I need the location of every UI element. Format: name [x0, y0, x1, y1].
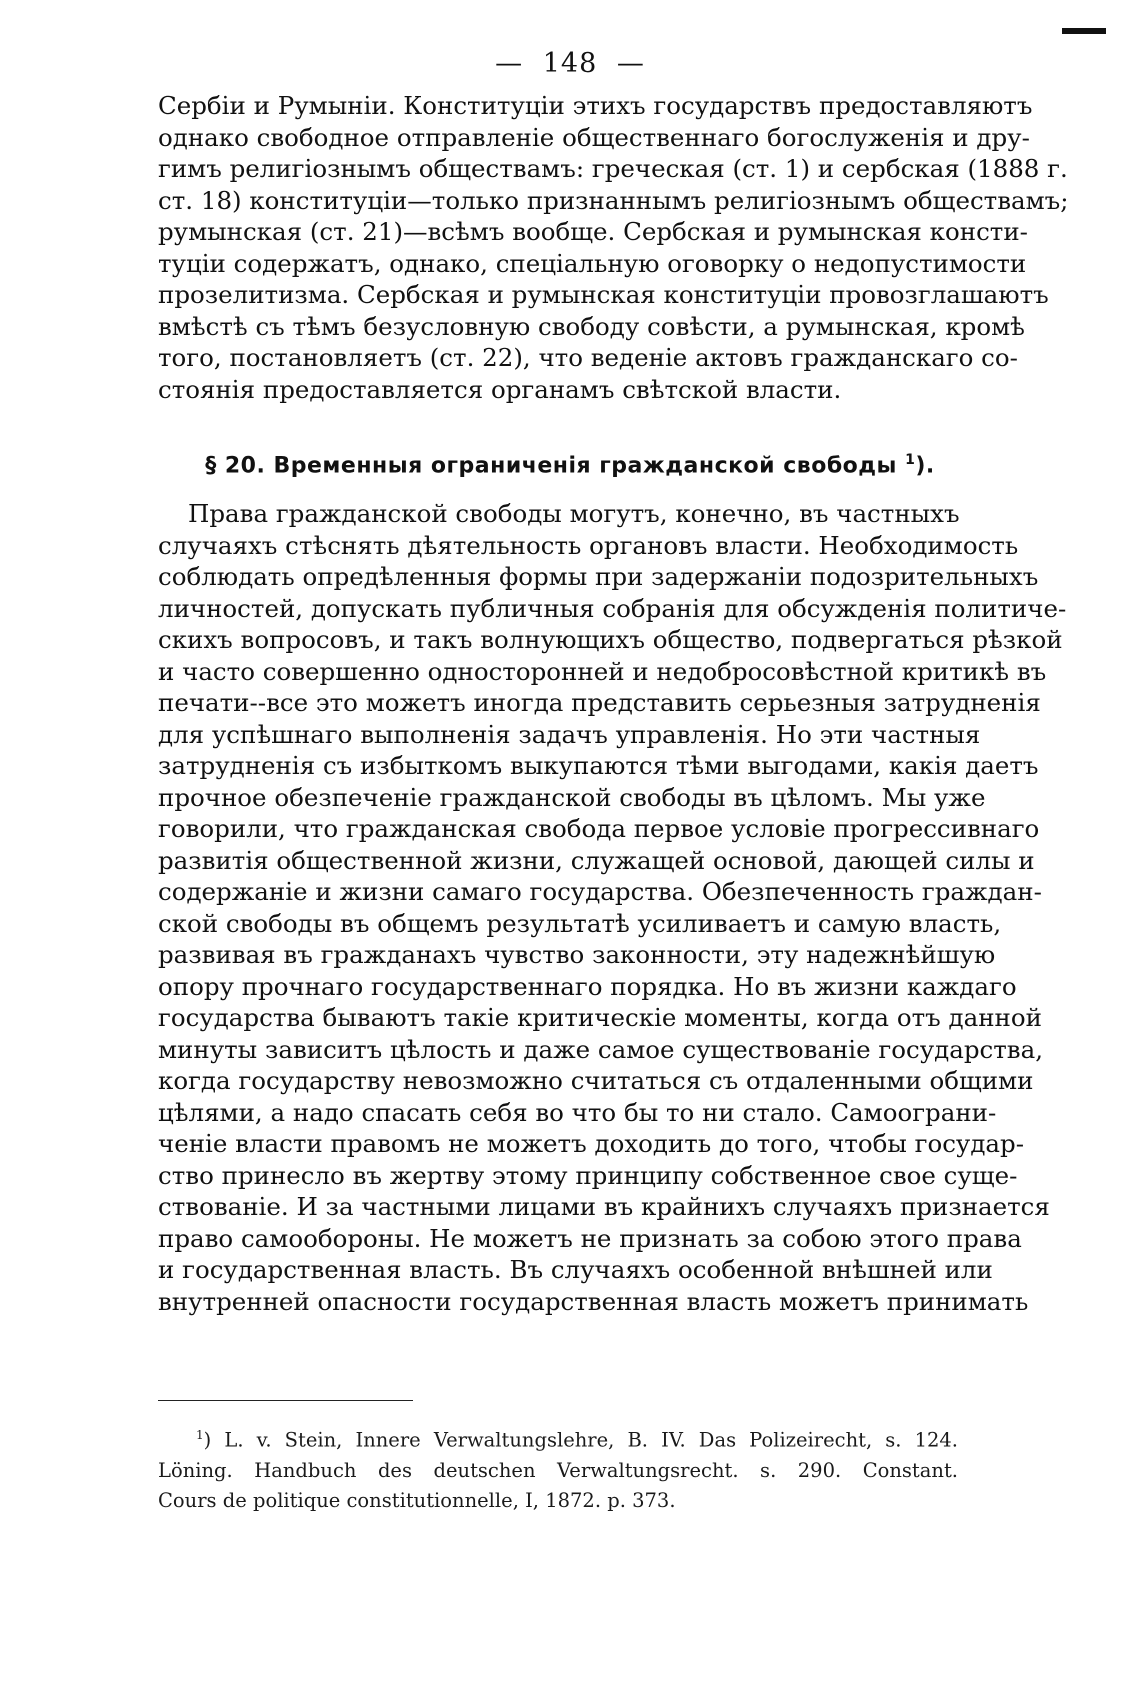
text-line: когда государству невозможно считаться съ отдаленными общими	[158, 1066, 1034, 1095]
text-line: Сербіи и Румыніи. Конституціи этихъ государствъ предоставляютъ	[158, 91, 1033, 120]
footnote-line: Cours de politique constitutionnelle, I, 1872. p. 373.	[158, 1488, 676, 1512]
text-line: право самообороны. Не можетъ не признать за собою этого права	[158, 1223, 1022, 1253]
footnote-line: Löning. Handbuch des deutschen Verwaltungsrecht. s. 290. Constant.	[158, 1458, 958, 1482]
text-line: прозелитизма. Сербская и румынская конституціи провозглашаютъ	[158, 280, 1049, 309]
text-line: опору прочнаго государственнаго порядка. Но въ жизни каждаго	[158, 971, 1017, 1001]
text-line: государства бываютъ такіе критическіе моменты, когда отъ данной	[158, 1003, 1042, 1032]
text-line: для успѣшнаго выполненія задачъ управленія. Но эти частныя	[158, 719, 981, 749]
text-line: минуты зависитъ цѣлость и даже самое существованіе государства,	[158, 1034, 1043, 1064]
section-heading-suffix: ).	[915, 453, 935, 479]
page-number-dash-left: —	[495, 48, 524, 79]
text-line: развитія общественной жизни, служащей основой, дающей силы и	[158, 845, 1035, 875]
top-paragraph	[158, 90, 1069, 405]
footnote-marker: 1	[196, 1428, 204, 1442]
text-line: ствованіе. И за частными лицами въ крайнихъ случаяхъ признается	[158, 1192, 1050, 1221]
page-number-dash-right: —	[616, 48, 645, 79]
text-line: ст. 18) конституціи—только признаннымъ религіознымъ обществамъ;	[158, 185, 1069, 215]
text-line: ство принесло въ жертву этому принципу собственное свое суще-	[158, 1160, 1018, 1190]
page-number: 148	[542, 48, 598, 79]
main-paragraph	[158, 498, 1067, 1317]
footnotes	[158, 1420, 958, 1516]
text-line: личностей, допускать публичныя собранія для обсужденія политиче-	[158, 593, 1067, 623]
section-heading-text: § 20. Временныя ограниченія гражданской свободы	[205, 453, 897, 479]
text-line: Права гражданской свободы могутъ, конечно, въ частныхъ	[188, 499, 960, 528]
text-line: туціи содержатъ, однако, спеціальную оговорку о недопустимости	[158, 248, 1027, 278]
text-line: того, постановляетъ (ст. 22), что веденіе актовъ гражданскаго со-	[158, 343, 1018, 372]
page-header	[0, 48, 1140, 79]
text-line: ской свободы въ общемъ результатѣ усиливаетъ и самую власть,	[158, 908, 1002, 938]
text-line: содержаніе и жизни самаго государства. Обезпеченность граждан-	[158, 877, 1042, 906]
text-line: прочное обезпеченіе гражданской свободы въ цѣломъ. Мы уже	[158, 782, 986, 812]
text-line: скихъ вопросовъ, и такъ волнующихъ общество, подвергаться рѣзкой	[158, 625, 1063, 654]
text-line: внутренней опасности государственная власть можетъ принимать	[158, 1286, 1029, 1316]
text-line: гимъ религіознымъ обществамъ: греческая (ст. 1) и сербская (1888 г.	[158, 154, 1068, 183]
text-line: говорили, что гражданская свобода первое условіе прогрессивнаго	[158, 814, 1040, 843]
footnote-marker-suffix: )	[203, 1428, 212, 1452]
footnote-line	[158, 1420, 958, 1456]
section-heading	[0, 452, 1140, 478]
text-line: и часто совершенно односторонней и недобросовѣстной критикѣ въ	[158, 656, 1047, 686]
text-line: развивая въ гражданахъ чувство законности, эту надежнѣйшую	[158, 940, 996, 969]
footnote-reference[interactable]: 1	[905, 452, 916, 468]
text-line: затрудненія съ избыткомъ выкупаются тѣми выгодами, какія даетъ	[158, 751, 1039, 780]
footnote-text: L. v. Stein, Innere Verwaltungslehre, B. IV. Das Polizeirecht, s. 124.	[224, 1428, 959, 1452]
text-line: цѣлями, а надо спасать себя во что бы то ни стало. Самоограни-	[158, 1097, 997, 1127]
text-line: и государственная власть. Въ случаяхъ особенной внѣшней или	[158, 1255, 993, 1284]
text-line: печати--все это можетъ иногда представить серьезныя затрудненія	[158, 688, 1041, 717]
text-line: вмѣстѣ съ тѣмъ безусловную свободу совѣсти, а румынская, кромѣ	[158, 311, 1025, 341]
scan-artifact-mark	[1062, 28, 1106, 34]
text-line: ченіе власти правомъ не можетъ доходить до того, чтобы государ-	[158, 1129, 1024, 1158]
text-line: соблюдать опредѣленныя формы при задержаніи подозрительныхъ	[158, 562, 1039, 591]
text-line: румынская (ст. 21)—всѣмъ вообще. Сербская и румынская консти-	[158, 217, 1028, 246]
text-line: однако свободное отправленіе общественнаго богослуженія и дру-	[158, 122, 1030, 152]
footnote-divider	[158, 1400, 413, 1401]
text-line: случаяхъ стѣснять дѣятельность органовъ власти. Необходимость	[158, 530, 1019, 560]
text-line: стоянія предоставляется органамъ свѣтской власти.	[158, 374, 842, 404]
